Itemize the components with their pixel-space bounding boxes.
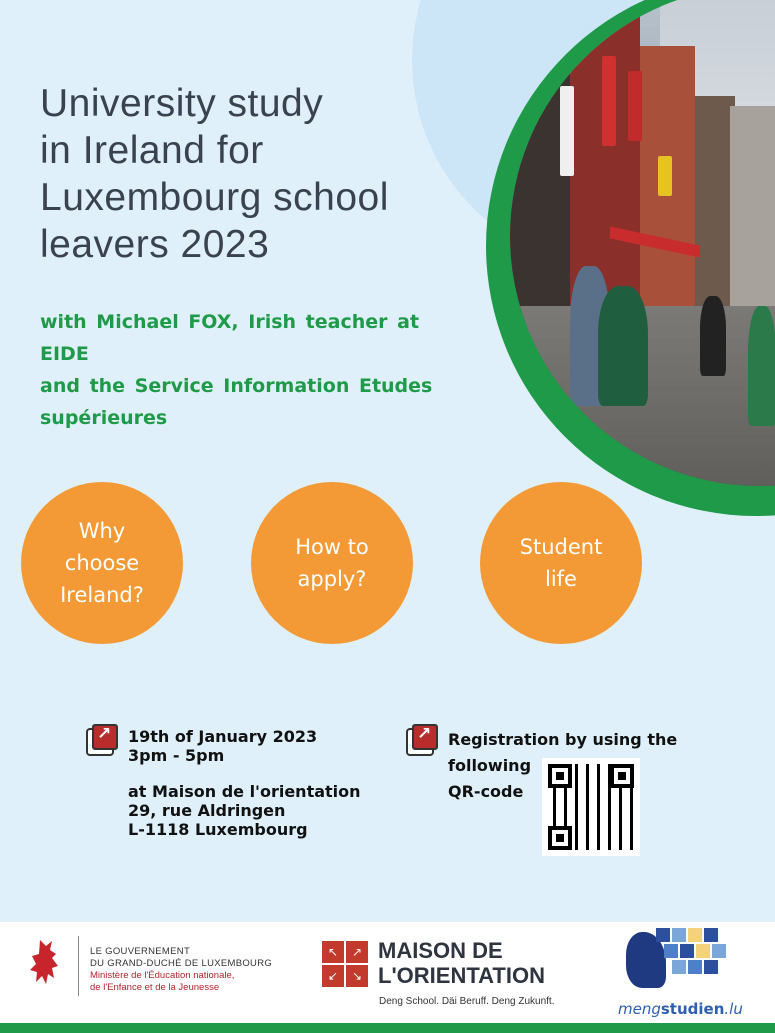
event-date: 19th of January 2023	[128, 727, 318, 746]
photo-person	[700, 296, 726, 376]
poster-title	[40, 80, 480, 268]
gov-divider	[78, 936, 79, 996]
ms-suffix: .lu	[724, 1000, 743, 1018]
photo-building	[695, 96, 735, 326]
arrow-icon: ↗	[346, 941, 368, 963]
photo-sign	[628, 71, 642, 141]
logo-square	[696, 944, 710, 958]
title-line: in Ireland for	[40, 129, 264, 172]
ms-bold: studien	[660, 1000, 725, 1018]
event-street: 29, rue Aldringen	[128, 801, 286, 820]
maison-orientation-name	[378, 938, 545, 988]
subtitle-line: supérieures	[40, 407, 168, 429]
logo-square	[704, 960, 718, 974]
photo-building	[510, 26, 570, 326]
gov-line: LE GOUVERNEMENT	[90, 946, 191, 957]
logo-square	[688, 928, 702, 942]
logo-square	[688, 960, 702, 974]
photo-person	[598, 286, 648, 406]
topic-line: life	[545, 567, 577, 591]
ministry-line: Ministère de l'Éducation nationale,	[90, 970, 235, 981]
subtitle-line: with Michael FOX, Irish teacher at	[40, 311, 420, 333]
logo-square	[672, 928, 686, 942]
event-venue: at Maison de l'orientation	[128, 782, 361, 801]
subtitle-line: and the Service Information Etudes	[40, 375, 433, 397]
logo-square	[680, 944, 694, 958]
event-time: 3pm - 5pm	[128, 746, 225, 765]
poster-subtitle	[40, 306, 462, 434]
luxembourg-red-lion-icon	[26, 938, 66, 990]
topic-line: Why	[78, 519, 126, 543]
registration-qr-code[interactable]	[542, 758, 640, 856]
ministry-line: de l'Enfance et de la Jeunesse	[90, 982, 220, 993]
event-city: L-1118 Luxembourg	[128, 820, 308, 839]
logo-square	[664, 944, 678, 958]
photo-person	[748, 306, 775, 426]
topic-line: apply?	[297, 567, 367, 591]
logo-square	[712, 944, 726, 958]
subtitle-line: EIDE	[40, 343, 89, 365]
title-line: Luxembourg school	[40, 176, 389, 219]
photo-sign	[602, 56, 616, 146]
qr-pattern	[548, 764, 634, 850]
title-line: University study	[40, 82, 324, 125]
qr-finder	[610, 764, 634, 788]
photo-sign	[658, 156, 672, 196]
registration-line: QR-code	[448, 782, 524, 801]
event-datetime	[128, 727, 317, 765]
logo-square	[656, 928, 670, 942]
event-address	[128, 782, 361, 839]
topic-line: choose	[64, 551, 140, 575]
footer-green-bar	[0, 1023, 775, 1033]
topic-bubble-student-life	[480, 482, 642, 644]
gov-line: DU GRAND-DUCHÉ DE LUXEMBOURG	[90, 958, 273, 969]
logo-square	[672, 960, 686, 974]
qr-finder	[548, 764, 572, 788]
topic-bubble-how-to-apply	[251, 482, 413, 644]
arrow-icon: ↖	[322, 941, 344, 963]
external-link-icon	[412, 724, 438, 750]
topic-line: How to	[295, 535, 369, 559]
maison-orientation-arrows-icon	[322, 941, 368, 987]
external-link-icon	[92, 724, 118, 750]
mengstudien-wordmark	[618, 1000, 743, 1018]
registration-line: Registration by using the following	[448, 730, 678, 775]
mengstudien-logo-icon	[626, 928, 736, 990]
title-line: leavers 2023	[40, 223, 270, 266]
photo-church	[730, 106, 775, 326]
maison-orientation-tagline: Deng School. Däi Beruff. Deng Zukunft.	[379, 996, 555, 1007]
arrow-icon: ↘	[346, 965, 368, 987]
mdo-line: MAISON DE	[378, 938, 503, 963]
topic-line: Student	[519, 535, 603, 559]
topic-bubble-why-ireland	[21, 482, 183, 644]
topic-line: Ireland?	[60, 583, 144, 607]
government-logo-text	[90, 946, 272, 994]
qr-finder	[548, 826, 572, 850]
logo-square	[704, 928, 718, 942]
dublin-street-photo	[510, 0, 775, 486]
photo-sign	[560, 86, 574, 176]
ms-prefix: meng	[618, 1000, 661, 1018]
arrow-icon: ↙	[322, 965, 344, 987]
mdo-line: L'ORIENTATION	[378, 963, 545, 988]
photo-ring	[486, 0, 775, 516]
